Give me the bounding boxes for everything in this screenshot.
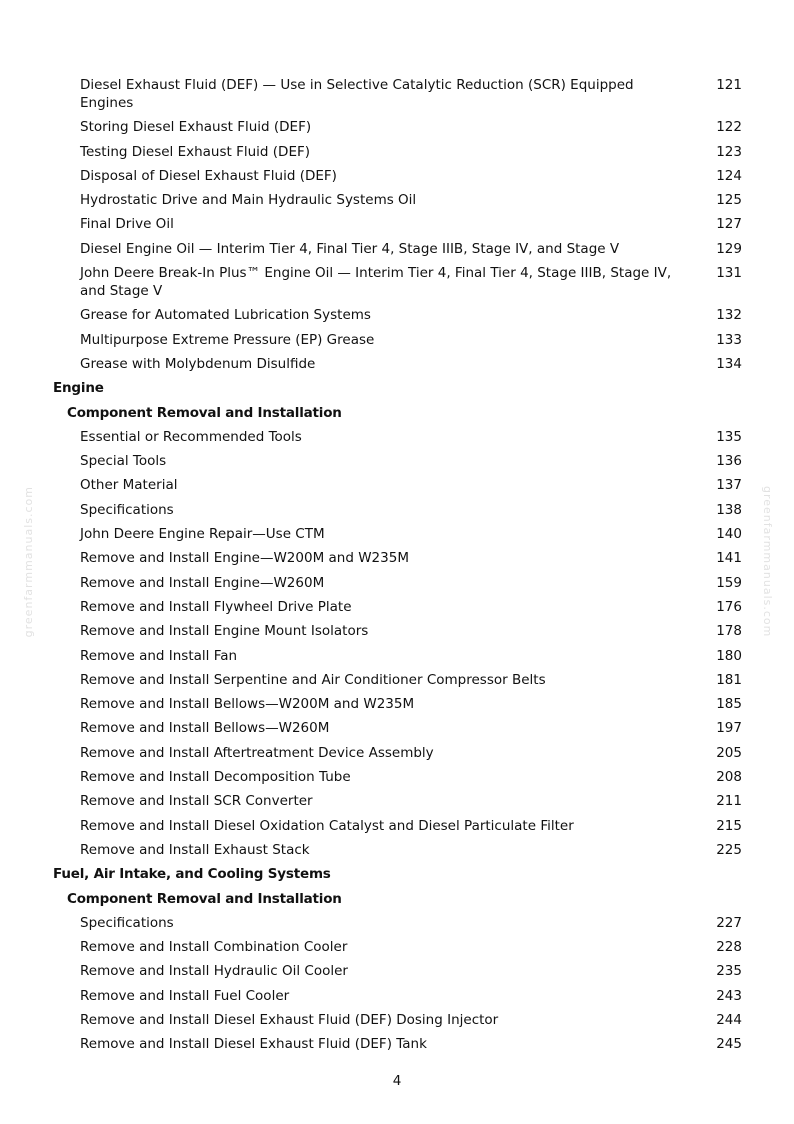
toc-entry[interactable] [0, 744, 794, 762]
table-of-contents [0, 76, 794, 1060]
toc-entry[interactable] [0, 306, 794, 324]
toc-entry[interactable] [0, 215, 794, 233]
toc-entry-title: Remove and Install Diesel Exhaust Fluid (DEF) Tank [80, 1036, 427, 1053]
toc-entry-page: 197 [716, 720, 742, 737]
toc-entry-title: Grease with Molybdenum Disulfide [80, 355, 316, 372]
toc-entry[interactable] [0, 962, 794, 980]
toc-entry-page: 243 [716, 987, 742, 1004]
toc-entry[interactable] [0, 452, 794, 470]
toc-entry[interactable] [0, 76, 794, 112]
toc-entry-page: 123 [716, 143, 742, 160]
watermark-left: greenfarmmanuals.com [22, 486, 35, 638]
toc-entry-page: 227 [716, 914, 742, 931]
toc-entry-title: Fuel, Air Intake, and Cooling Systems [53, 866, 331, 883]
toc-entry-title: Diesel Exhaust Fluid (DEF) — Use in Selective Catalytic Reduction (SCR) Equipped Engines [80, 77, 634, 111]
toc-entry-title: Remove and Install Combination Cooler [80, 939, 348, 956]
toc-entry-title: Final Drive Oil [80, 216, 174, 233]
toc-entry-page: 185 [716, 696, 742, 713]
toc-entry[interactable] [0, 647, 794, 665]
toc-entry-page: 181 [716, 671, 742, 688]
toc-entry-page: 125 [716, 192, 742, 209]
toc-entry-title: Component Removal and Installation [67, 404, 342, 421]
toc-entry-page: 140 [716, 526, 742, 543]
toc-entry-title: Engine [53, 380, 104, 397]
toc-entry[interactable] [0, 143, 794, 161]
toc-entry[interactable] [0, 355, 794, 373]
toc-entry-page: 127 [716, 216, 742, 233]
toc-entry[interactable] [0, 792, 794, 810]
toc-entry-title: Remove and Install Engine—W260M [80, 574, 325, 591]
toc-entry-page: 176 [716, 598, 742, 615]
toc-subsection-heading [0, 404, 794, 422]
toc-entry-page: 134 [716, 355, 742, 372]
toc-subsection-heading [0, 890, 794, 908]
toc-entry[interactable] [0, 501, 794, 519]
toc-entry-page: 141 [716, 550, 742, 567]
toc-entry-title: Component Removal and Installation [67, 890, 342, 907]
toc-entry-title: Grease for Automated Lubrication Systems [80, 307, 371, 324]
toc-entry-title: Remove and Install Flywheel Drive Plate [80, 598, 352, 615]
toc-entry[interactable] [0, 719, 794, 737]
toc-entry-page: 138 [716, 501, 742, 518]
toc-entry-title: Storing Diesel Exhaust Fluid (DEF) [80, 119, 312, 136]
toc-entry-title: Remove and Install Bellows—W260M [80, 720, 330, 737]
toc-entry-title: Essential or Recommended Tools [80, 428, 302, 445]
toc-entry-page: 208 [716, 769, 742, 786]
toc-entry[interactable] [0, 914, 794, 932]
toc-entry-title: Remove and Install SCR Converter [80, 793, 313, 810]
toc-entry-title: Remove and Install Aftertreatment Device Assembly [80, 744, 434, 761]
toc-entry-title: Diesel Engine Oil — Interim Tier 4, Final Tier 4, Stage IIIB, Stage IV, and Stage V [80, 240, 620, 257]
toc-entry[interactable] [0, 428, 794, 446]
toc-entry-page: 205 [716, 744, 742, 761]
toc-entry-title: Remove and Install Bellows—W200M and W235M [80, 696, 415, 713]
toc-entry-title: Multipurpose Extreme Pressure (EP) Grease [80, 331, 375, 348]
toc-entry[interactable] [0, 331, 794, 349]
toc-entry[interactable] [0, 118, 794, 136]
toc-entry[interactable] [0, 191, 794, 209]
toc-entry[interactable] [0, 695, 794, 713]
toc-entry[interactable] [0, 987, 794, 1005]
toc-entry-title: Disposal of Diesel Exhaust Fluid (DEF) [80, 167, 337, 184]
toc-entry-title: Remove and Install Exhaust Stack [80, 841, 310, 858]
toc-entry-title: John Deere Break-In Plus™ Engine Oil — Interim Tier 4, Final Tier 4, Stage IIIB, Stage IV, and Stage V [80, 265, 672, 300]
toc-entry[interactable] [0, 768, 794, 786]
toc-entry-page: 136 [716, 453, 742, 470]
toc-entry-title: Remove and Install Engine—W200M and W235M [80, 550, 409, 567]
toc-entry[interactable] [0, 476, 794, 494]
toc-entry-title: John Deere Engine Repair—Use CTM [80, 526, 325, 543]
toc-entry[interactable] [0, 240, 794, 258]
toc-entry-page: 132 [716, 307, 742, 324]
toc-entry[interactable] [0, 938, 794, 956]
toc-entry-page: 244 [716, 1011, 742, 1028]
toc-entry[interactable] [0, 525, 794, 543]
toc-entry[interactable] [0, 1011, 794, 1029]
toc-entry-page: 228 [716, 939, 742, 956]
toc-entry-page: 135 [716, 428, 742, 445]
toc-entry[interactable] [0, 598, 794, 616]
toc-entry-page: 133 [716, 331, 742, 348]
toc-section-heading [0, 379, 794, 397]
toc-entry[interactable] [0, 264, 794, 300]
toc-entry-title: Other Material [80, 477, 178, 494]
toc-entry[interactable] [0, 671, 794, 689]
toc-entry[interactable] [0, 574, 794, 592]
toc-entry-title: Remove and Install Diesel Exhaust Fluid (DEF) Dosing Injector [80, 1011, 499, 1028]
toc-entry[interactable] [0, 841, 794, 859]
toc-entry[interactable] [0, 167, 794, 185]
toc-entry-page: 159 [716, 574, 742, 591]
toc-entry-page: 129 [716, 240, 742, 257]
toc-entry-title: Specifications [80, 914, 174, 931]
toc-entry-page: 211 [716, 793, 742, 810]
toc-entry-page: 225 [716, 841, 742, 858]
watermark-right: greenfarmmanuals.com [761, 486, 774, 638]
toc-entry-title: Specifications [80, 501, 174, 518]
toc-entry[interactable] [0, 1035, 794, 1053]
toc-entry[interactable] [0, 622, 794, 640]
toc-entry-title: Remove and Install Diesel Oxidation Catalyst and Diesel Particulate Filter [80, 817, 574, 834]
toc-entry-title: Remove and Install Engine Mount Isolators [80, 623, 369, 640]
toc-entry-title: Hydrostatic Drive and Main Hydraulic Systems Oil [80, 192, 417, 209]
toc-entry-title: Testing Diesel Exhaust Fluid (DEF) [80, 143, 311, 160]
toc-entry-title: Remove and Install Decomposition Tube [80, 769, 351, 786]
toc-entry-page: 235 [716, 963, 742, 980]
toc-entry-page: 121 [716, 77, 742, 93]
toc-entry-page: 137 [716, 477, 742, 494]
toc-entry-page: 180 [716, 647, 742, 664]
toc-entry-page: 124 [716, 167, 742, 184]
toc-entry-page: 215 [716, 817, 742, 834]
toc-section-heading [0, 865, 794, 883]
toc-entry-title: Special Tools [80, 453, 167, 470]
toc-entry-page: 178 [716, 623, 742, 640]
toc-entry-page: 122 [716, 119, 742, 136]
toc-entry-title: Remove and Install Fan [80, 647, 238, 664]
toc-entry-page: 245 [716, 1036, 742, 1053]
toc-entry[interactable] [0, 549, 794, 567]
toc-entry-title: Remove and Install Serpentine and Air Conditioner Compressor Belts [80, 671, 546, 688]
toc-entry-page: 131 [716, 265, 742, 282]
toc-entry-title: Remove and Install Hydraulic Oil Cooler [80, 963, 348, 980]
toc-entry[interactable] [0, 817, 794, 835]
page-number: 4 [392, 1073, 402, 1089]
toc-entry-title: Remove and Install Fuel Cooler [80, 987, 290, 1004]
